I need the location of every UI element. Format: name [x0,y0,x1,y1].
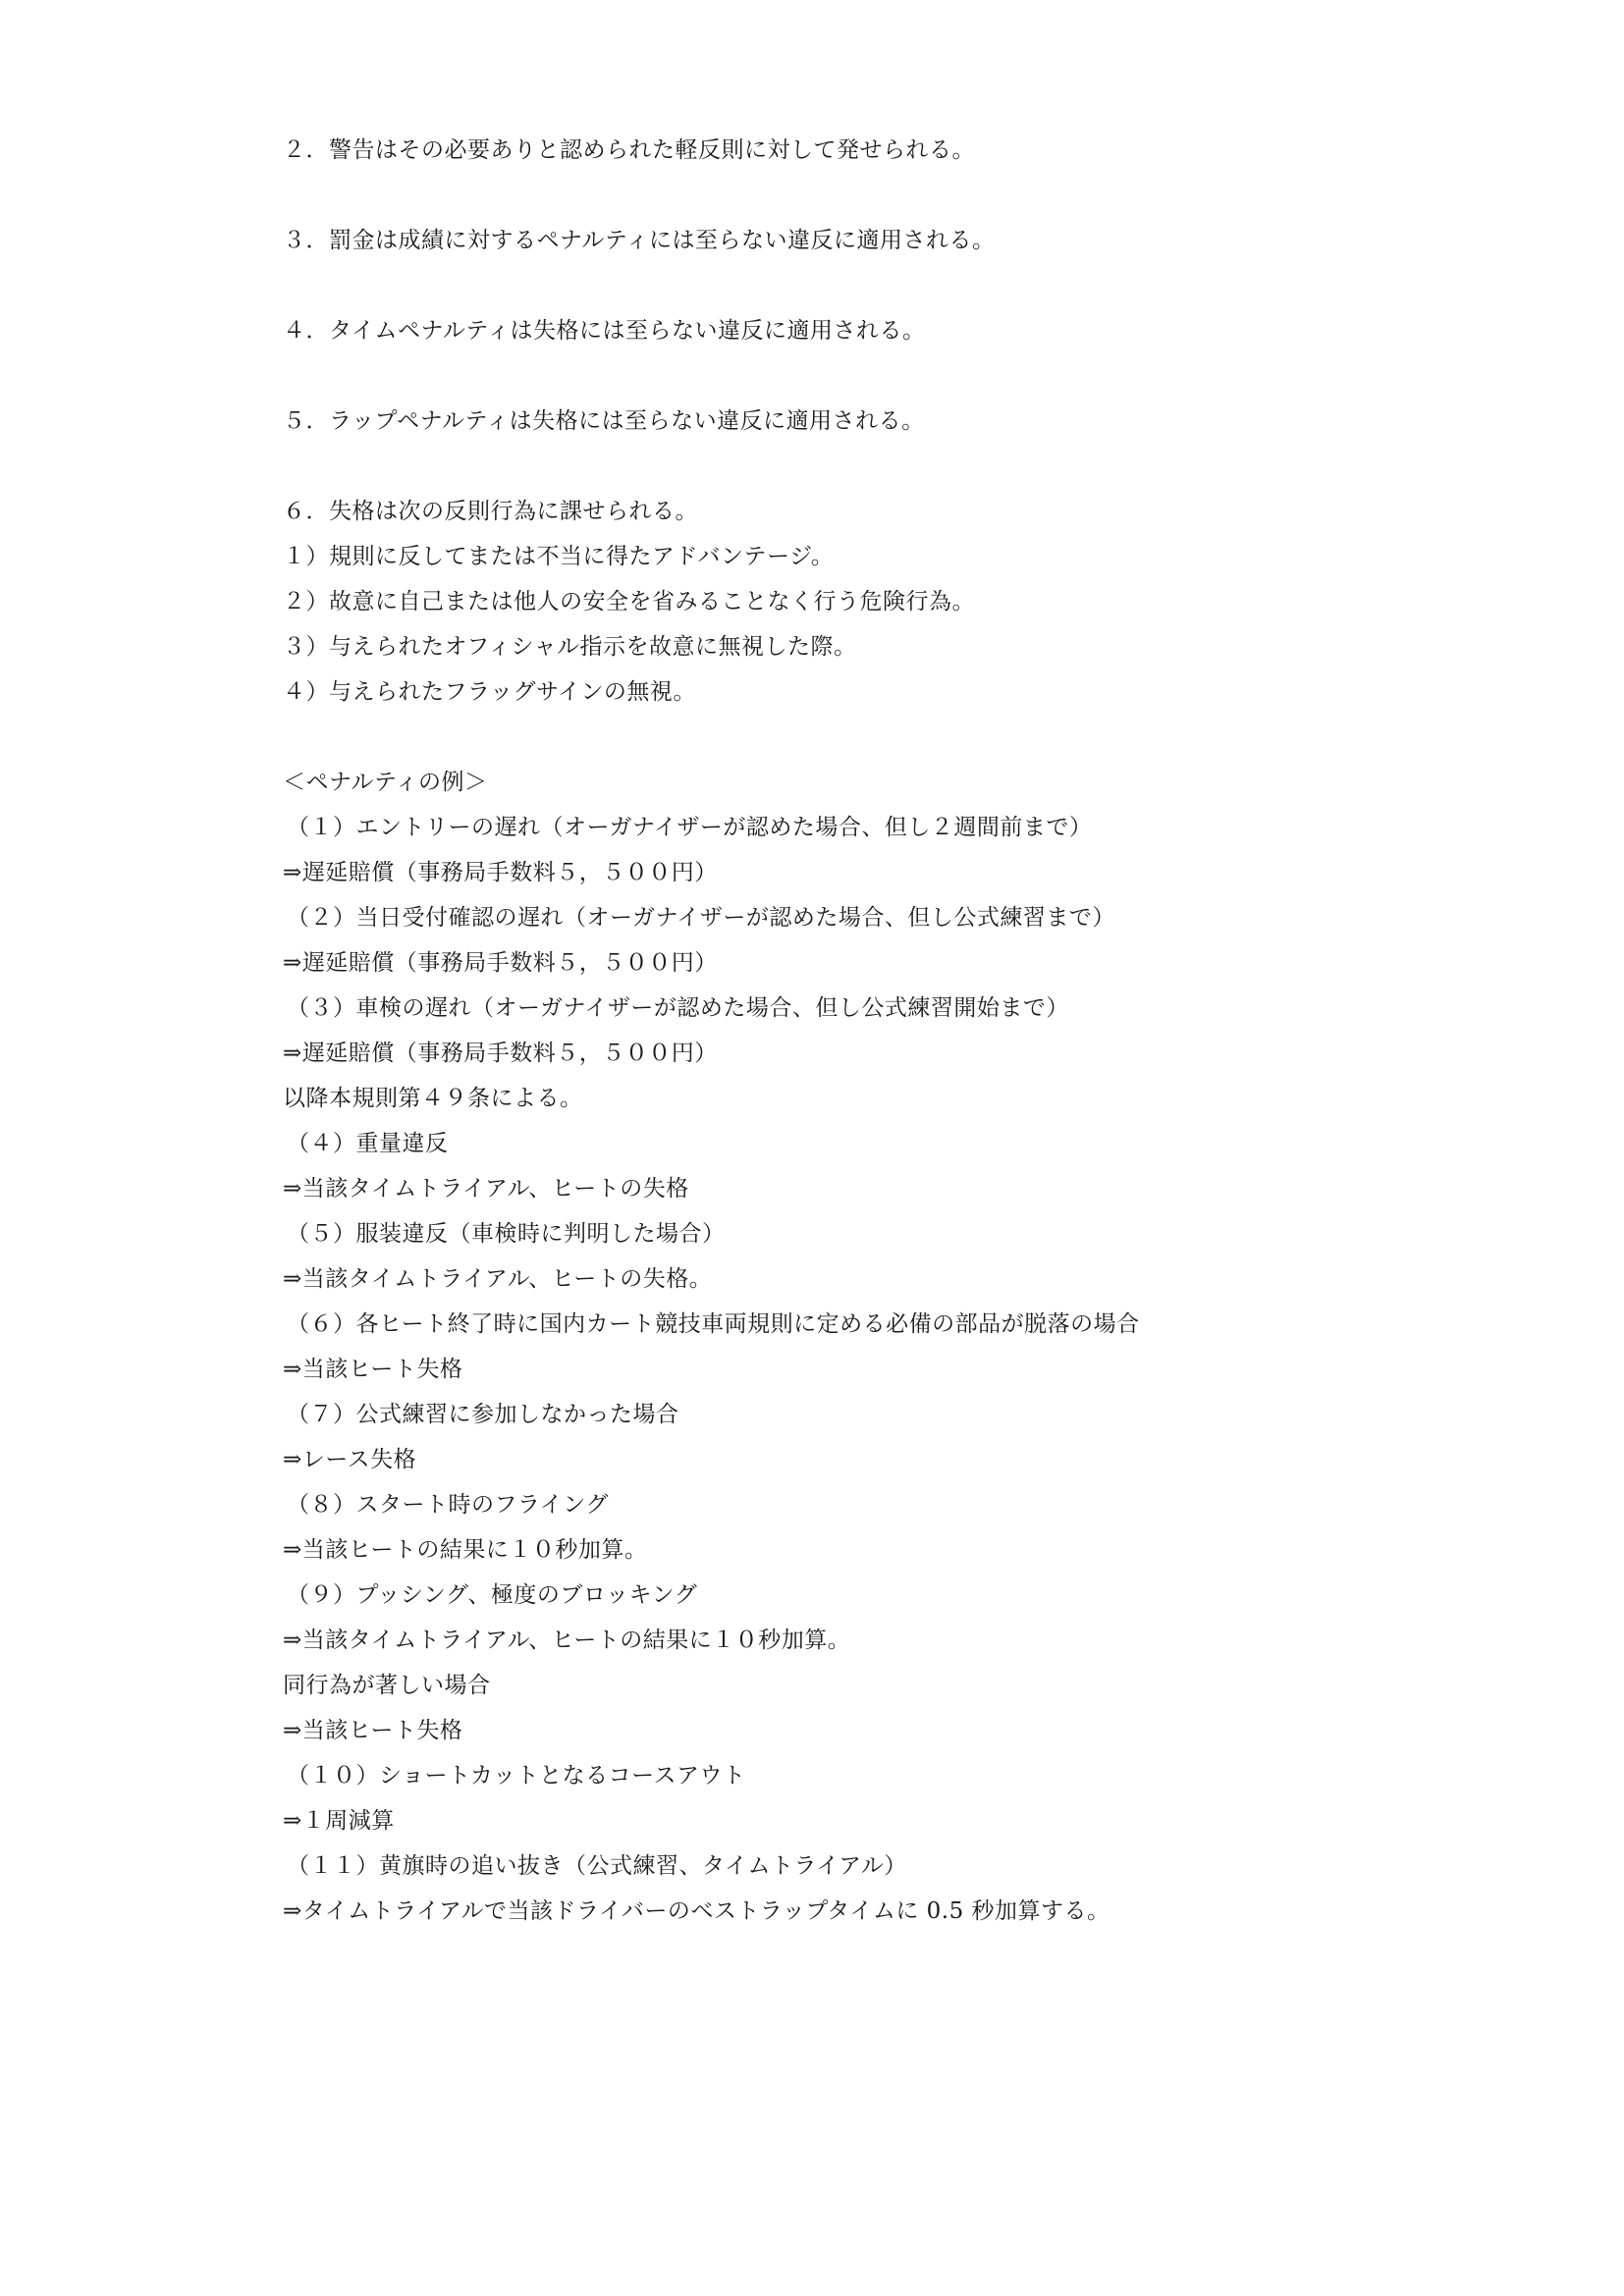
example-line: （８）スタート時のフライング [287,1492,609,1518]
example-line: 以降本規則第４９条による。 [283,1086,583,1111]
paragraph-fine: ３．罰金は成績に対するペナルティには至らない違反に適用される。 [283,228,996,253]
example-line: （９）プッシング、極度のブロッキング [287,1582,698,1608]
example-line: 同行為が著しい場合 [283,1673,491,1698]
example-line: ⇒遅延賠償（事務局手数料５，５００円） [283,1041,718,1066]
example-line: ⇒レース失格 [283,1447,417,1472]
example-line: ⇒タイムトライアルで当該ドライバーのベストラップタイムに 0.5 秒加算する。 [283,1898,1110,1924]
spacer [283,444,1363,489]
example-line: ⇒当該ヒート失格 [283,1718,463,1743]
example-line: ⇒遅延賠償（事務局手数料５，５００円） [283,860,718,885]
paragraph-warning: ２．警告はその必要ありと認められた軽反則に対して発せられる。 [283,137,975,163]
example-line: （６）各ヒート終了時に国内カート競技車両規則に定める必備の部品が脱落の場合 [287,1311,1140,1337]
disqualification-item: ４）与えられたフラッグサインの無視。 [283,679,696,705]
paragraph-lap-penalty: ５．ラップペナルティは失格には至らない違反に適用される。 [283,408,925,434]
disqualification-item: ２）故意に自己または他人の安全を省みることなく行う危険行為。 [283,589,975,614]
document-body [283,128,1363,1934]
example-line: （７）公式練習に参加しなかった場合 [287,1402,679,1427]
paragraph-time-penalty: ４．タイムペナルティは失格には至らない違反に適用される。 [283,318,926,344]
examples-heading: ＜ペナルティの例＞ [283,770,488,795]
spacer [283,715,1363,760]
example-line: （１１）黄旗時の追い抜き（公式練習、タイムトライアル） [287,1853,907,1879]
example-line: ⇒当該ヒート失格 [283,1357,463,1382]
example-line: ⇒当該タイムトライアル、ヒートの失格。 [283,1266,713,1292]
example-line: （４）重量違反 [287,1131,449,1156]
disqualification-item: ３）与えられたオフィシャル指示を故意に無視した際。 [283,634,857,660]
paragraph-disqualification: ６．失格は次の反則行為に課せられる。 [283,499,698,524]
example-line: （１０）ショートカットとなるコースアウト [287,1763,746,1789]
example-line: ⇒当該タイムトライアル、ヒートの失格 [283,1176,689,1201]
example-line: （２）当日受付確認の遅れ（オーガナイザーが認めた場合、但し公式練習まで） [287,905,1115,931]
spacer [283,263,1363,308]
example-line: ⇒遅延賠償（事務局手数料５，５００円） [283,950,718,976]
example-line: ⇒当該タイムトライアル、ヒートの結果に１０秒加算。 [283,1628,851,1653]
spacer [283,173,1363,218]
example-line: （５）服装違反（車検時に判明した場合） [287,1221,726,1247]
spacer [283,353,1363,399]
example-line: （１）エントリーの遅れ（オーガナイザーが認めた場合、但し２週間前まで） [287,815,1093,840]
example-line: （３）車検の遅れ（オーガナイザーが認めた場合、但し公式練習開始まで） [287,995,1069,1021]
example-line: ⇒１周減算 [283,1808,395,1834]
disqualification-item: １）規則に反してまたは不当に得たアドバンテージ。 [283,544,835,569]
example-line: ⇒当該ヒートの結果に１０秒加算。 [283,1537,648,1563]
